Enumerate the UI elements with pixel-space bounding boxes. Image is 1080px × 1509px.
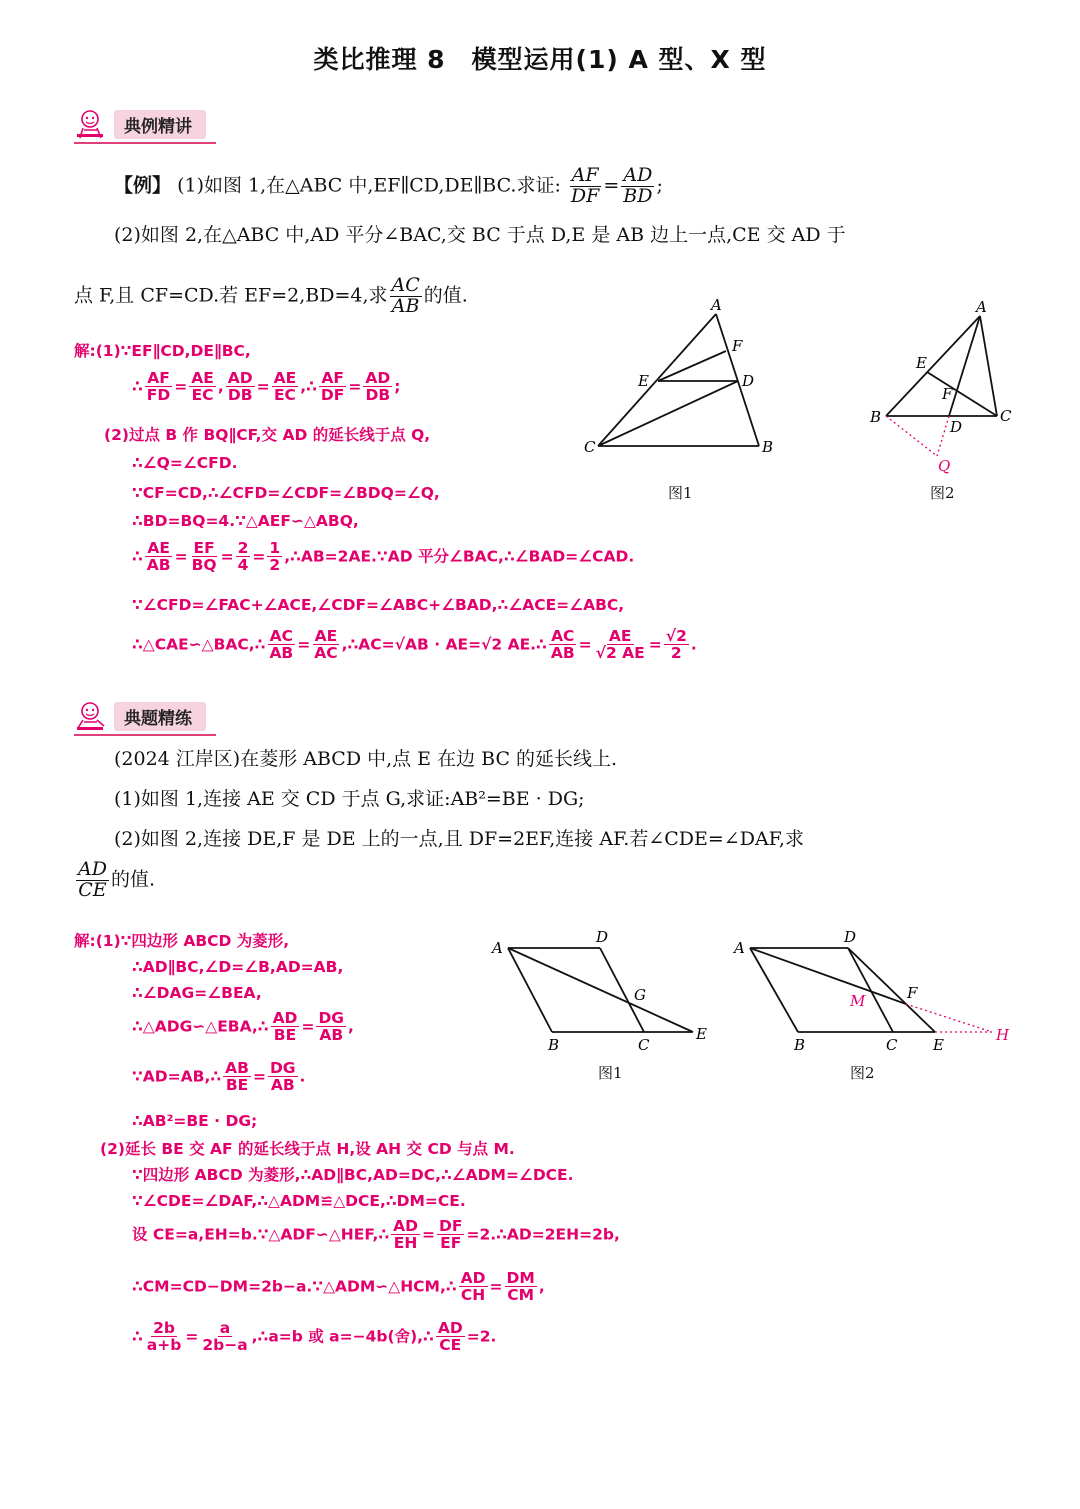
- denominator: EH: [393, 1234, 418, 1253]
- figure-2-svg: [862, 296, 1032, 476]
- fraction: [190, 540, 219, 574]
- label-F: F: [907, 984, 918, 1002]
- text-segment: 设 CE=a,EH=b.∵△ADF∽△HEF,∴: [132, 1225, 390, 1244]
- solution-line: ∵四边形 ABCD 为菱形,∴AD∥BC,AD=DC,∴∠ADM=∠DCE.: [132, 1166, 574, 1184]
- label-F: F: [732, 337, 743, 355]
- fraction: [271, 1010, 300, 1044]
- fraction: [319, 370, 346, 404]
- text-segment: =: [174, 547, 188, 566]
- solution-line-fractions: [132, 370, 400, 404]
- example-text: (1)如图 1,在△ABC 中,EF∥CD,DE∥BC.求证:: [177, 174, 561, 197]
- fraction: [436, 1320, 465, 1354]
- text-segment: ,∴AB=2AE.∵AD 平分∠BAC,∴∠BAD=∠CAD.: [284, 547, 635, 566]
- text-segment: =2.∴AD=2EH=2b,: [466, 1225, 620, 1244]
- label-A: A: [492, 939, 503, 957]
- label-A: A: [734, 939, 745, 957]
- fraction: $\frac{AD}{BD}$: [623, 164, 653, 207]
- text-segment: ,∴a=b 或 a=−4b(舍),∴: [251, 1327, 434, 1346]
- numerator: 1: [269, 539, 281, 557]
- fraction: [363, 370, 392, 404]
- solution-line: ∴∠Q=∠CFD.: [132, 454, 238, 472]
- fraction: [549, 628, 577, 662]
- label-M: M: [850, 992, 866, 1010]
- example-text: 的值.: [423, 284, 468, 307]
- figure-caption: 图2: [930, 484, 955, 502]
- label-B: B: [870, 408, 882, 426]
- denominator: √2 AE: [595, 644, 645, 663]
- practice-text: 的值.: [110, 868, 156, 891]
- fraction: [459, 1270, 488, 1304]
- denominator: AC: [314, 644, 338, 663]
- denominator: AB: [550, 644, 575, 663]
- solution-line: ∵∠CFD=∠FAC+∠ACE,∠CDF=∠ABC+∠BAD,∴∠ACE=∠ABC,: [132, 596, 625, 614]
- solution-line: (2)延长 BE 交 AF 的延长线于点 H,设 AH 交 CD 与点 M.: [100, 1140, 515, 1158]
- solution-line: ∴AD∥BC,∠D=∠B,AD=AB,: [132, 958, 344, 976]
- solution-line: (2)过点 B 作 BQ∥CF,交 AD 的延长线于点 Q,: [104, 426, 431, 444]
- solution-line-fractions: [132, 628, 697, 662]
- practice-line: [74, 860, 155, 901]
- numerator: AE: [608, 627, 632, 645]
- fraction: [312, 628, 339, 662]
- numerator: 2b: [153, 1319, 176, 1337]
- text-segment: =: [489, 1277, 503, 1296]
- denominator: DB: [227, 386, 253, 405]
- text-segment: =: [252, 1067, 266, 1086]
- numerator: DF: [439, 1217, 463, 1235]
- fraction: [189, 370, 216, 404]
- label-C: C: [638, 1036, 650, 1054]
- label-A: A: [976, 298, 987, 316]
- denominator: 2: [670, 644, 682, 663]
- label-B: B: [794, 1036, 806, 1054]
- denominator: EC: [191, 386, 214, 405]
- denominator: AB: [146, 556, 171, 575]
- mascot-icon: [74, 108, 108, 140]
- label-A: A: [711, 296, 722, 314]
- figure-1-rhombus-svg: [488, 926, 718, 1056]
- text-segment: ∴△CAE∽△BAC,∴: [132, 635, 266, 654]
- figure-2-rhombus-svg: [730, 926, 1020, 1056]
- denominator: DB: [365, 386, 391, 405]
- numerator: 2: [237, 539, 249, 557]
- example-text: 点 F,且 CF=CD.若 EF=2,BD=4,求: [74, 284, 388, 307]
- label-D: D: [742, 372, 755, 390]
- solution-line-fractions: [132, 1270, 545, 1304]
- label-B: B: [762, 438, 774, 456]
- denominator: BE: [225, 1076, 249, 1095]
- figure-2-triangle: [862, 296, 1032, 506]
- text-segment: ,: [217, 377, 224, 396]
- example-line-3: [74, 276, 468, 317]
- text-segment: .: [299, 1067, 306, 1086]
- practice-line: (2024 江岸区)在菱形 ABCD 中,点 E 在边 BC 的延长线上.: [114, 748, 618, 770]
- fraction: [272, 370, 299, 404]
- numerator: DG: [318, 1009, 345, 1027]
- numerator: AE: [147, 539, 170, 557]
- text-segment: =: [648, 635, 662, 654]
- practice-line: (2)如图 2,连接 DE,F 是 DE 上的一点,且 DF=2EF,连接 AF.若∠CDE=∠DAF,求: [114, 828, 804, 850]
- fraction: [267, 628, 295, 662]
- figure-caption: 图1: [668, 484, 693, 502]
- numerator: AD: [227, 369, 253, 387]
- numerator: AD: [437, 1319, 463, 1337]
- denominator: BE: [273, 1026, 297, 1045]
- label-B: B: [548, 1036, 560, 1054]
- fraction: [226, 370, 255, 404]
- fraction: [437, 1218, 464, 1252]
- denominator: 2b−a: [202, 1336, 248, 1355]
- numerator: AF: [321, 369, 344, 387]
- text-segment: .: [690, 635, 697, 654]
- divider: [74, 142, 216, 144]
- solution-line: ∴∠DAG=∠BEA,: [132, 984, 262, 1002]
- solution-line-fractions: [132, 1010, 354, 1044]
- figure-1-svg: [576, 296, 796, 466]
- text-segment: =: [297, 635, 311, 654]
- solution-line: ∴AB²=BE · DG;: [132, 1112, 258, 1130]
- solution-line: ∵CF=CD,∴∠CFD=∠CDF=∠BDQ=∠Q,: [132, 484, 440, 502]
- text-segment: =: [252, 547, 266, 566]
- text-segment: =: [348, 377, 362, 396]
- label-D: D: [950, 418, 963, 436]
- fraction: [267, 540, 282, 574]
- label-C: C: [886, 1036, 898, 1054]
- fraction: [200, 1320, 249, 1354]
- text-segment: =: [220, 547, 234, 566]
- label-E: E: [933, 1036, 944, 1054]
- denominator: AB: [270, 1076, 295, 1095]
- numerator: √2: [665, 627, 687, 645]
- numerator: AC: [269, 627, 294, 645]
- example-line-1: [114, 166, 663, 207]
- numerator: DM: [506, 1269, 535, 1287]
- label-F: F: [942, 385, 953, 403]
- mascot-icon: [74, 700, 108, 732]
- denominator: EC: [273, 386, 296, 405]
- denominator: CE: [439, 1336, 462, 1355]
- numerator: AF: [147, 369, 170, 387]
- numerator: AD: [272, 1009, 298, 1027]
- denominator: 2: [269, 556, 281, 575]
- label-D: D: [844, 928, 857, 946]
- label-C: C: [584, 438, 596, 456]
- numerator: AE: [191, 369, 214, 387]
- denominator: CM: [507, 1286, 535, 1305]
- punct: ;: [656, 174, 663, 197]
- solution-line: 解:(1)∵EF∥CD,DE∥BC,: [74, 342, 251, 360]
- fraction: [223, 1060, 251, 1094]
- fraction: [594, 628, 647, 662]
- fraction: $\frac{AC}{AB}$: [391, 274, 420, 317]
- page-title: 类比推理 8 模型运用(1) A 型、X 型: [313, 45, 767, 74]
- section-label: 典题精练: [124, 708, 192, 729]
- figure-1-rhombus: [488, 926, 718, 1086]
- text-segment: ∴CM=CD−DM=2b−a.∵△ADM∽△HCM,∴: [132, 1277, 457, 1296]
- solution-line-fractions: [132, 540, 634, 574]
- numerator: DG: [269, 1059, 296, 1077]
- numerator: AE: [314, 627, 338, 645]
- numerator: AD: [393, 1217, 418, 1235]
- text-segment: =: [174, 377, 188, 396]
- numerator: a: [219, 1319, 231, 1337]
- text-segment: ,: [348, 1017, 354, 1036]
- text-segment: ∴△ADG∽△EBA,∴: [132, 1017, 269, 1036]
- text-segment: ∴: [132, 1327, 143, 1346]
- solution-line-fractions: [132, 1218, 620, 1252]
- text-segment: =2.: [466, 1327, 497, 1346]
- fraction: $\frac{AD}{CE}$: [78, 858, 107, 901]
- fraction: [316, 1010, 346, 1044]
- text-segment: ,∴AC=√AB · AE=√2 AE.∴: [341, 635, 547, 654]
- text-segment: ∵AD=AB,∴: [132, 1067, 222, 1086]
- denominator: a+b: [146, 1336, 182, 1355]
- denominator: AB: [319, 1026, 344, 1045]
- label-G: G: [634, 986, 646, 1004]
- denominator: AB: [269, 644, 294, 663]
- solution-line: 解:(1)∵四边形 ABCD 为菱形,: [74, 932, 290, 950]
- figure-2-rhombus: [730, 926, 1020, 1086]
- divider: [74, 734, 216, 736]
- denominator: DF: [320, 386, 345, 405]
- denominator: CH: [460, 1286, 486, 1305]
- text-segment: =: [301, 1017, 315, 1036]
- solution-line-fractions: [132, 1060, 305, 1094]
- label-E: E: [638, 372, 649, 390]
- fraction: [236, 540, 251, 574]
- solution-line: ∴BD=BQ=4.∵△AEF∽△ABQ,: [132, 512, 359, 530]
- fraction: [145, 370, 172, 404]
- figure-caption: 图1: [598, 1064, 623, 1082]
- denominator: EF: [440, 1234, 462, 1253]
- numerator: AE: [273, 369, 297, 387]
- text-segment: ∴: [132, 547, 143, 566]
- denominator: FD: [146, 386, 171, 405]
- section-title-examples: [114, 110, 206, 139]
- solution-line: ∵∠CDE=∠DAF,∴△ADM≌△DCE,∴DM=CE.: [132, 1192, 466, 1210]
- fraction: [145, 1320, 184, 1354]
- solution-line-fractions: [132, 1320, 496, 1354]
- text-segment: ∴: [132, 377, 143, 396]
- text-segment: ,: [538, 1277, 545, 1296]
- label-D: D: [596, 928, 609, 946]
- denominator: 4: [237, 556, 249, 575]
- label-E: E: [916, 354, 927, 372]
- section-tag-examples: [74, 108, 206, 140]
- text-segment: ;: [394, 377, 401, 396]
- text-segment: =: [185, 1327, 199, 1346]
- fraction: [505, 1270, 537, 1304]
- numerator: AD: [460, 1269, 486, 1287]
- denominator: BQ: [191, 556, 217, 575]
- fraction: [145, 540, 173, 574]
- example-tag: 【例】: [114, 174, 172, 197]
- label-H: H: [996, 1026, 1010, 1044]
- label-C: C: [1000, 407, 1012, 425]
- fraction: [391, 1218, 420, 1252]
- fraction: [664, 628, 689, 662]
- text-segment: =: [578, 635, 592, 654]
- equals: =: [603, 174, 620, 197]
- figure-1-triangle: [576, 296, 796, 506]
- numerator: AD: [365, 369, 391, 387]
- section-title-practice: [114, 702, 206, 731]
- numerator: EF: [193, 539, 215, 557]
- label-Q: Q: [938, 457, 951, 475]
- numerator: AB: [225, 1059, 249, 1077]
- section-tag-practice: [74, 700, 206, 732]
- section-label: 典例精讲: [124, 116, 192, 137]
- figure-caption: 图2: [850, 1064, 875, 1082]
- text-segment: =: [256, 377, 270, 396]
- fraction: $\frac{AF}{DF}$: [570, 164, 600, 207]
- label-E: E: [696, 1025, 707, 1043]
- numerator: AC: [551, 627, 575, 645]
- example-line-2: (2)如图 2,在△ABC 中,AD 平分∠BAC,交 BC 于点 D,E 是 AB 边上一点,CE 交 AD 于: [114, 224, 846, 246]
- fraction: [268, 1060, 298, 1094]
- text-segment: =: [422, 1225, 435, 1244]
- practice-line: (1)如图 1,连接 AE 交 CD 于点 G,求证:AB²=BE · DG;: [114, 788, 585, 810]
- text-segment: ,∴: [300, 377, 317, 396]
